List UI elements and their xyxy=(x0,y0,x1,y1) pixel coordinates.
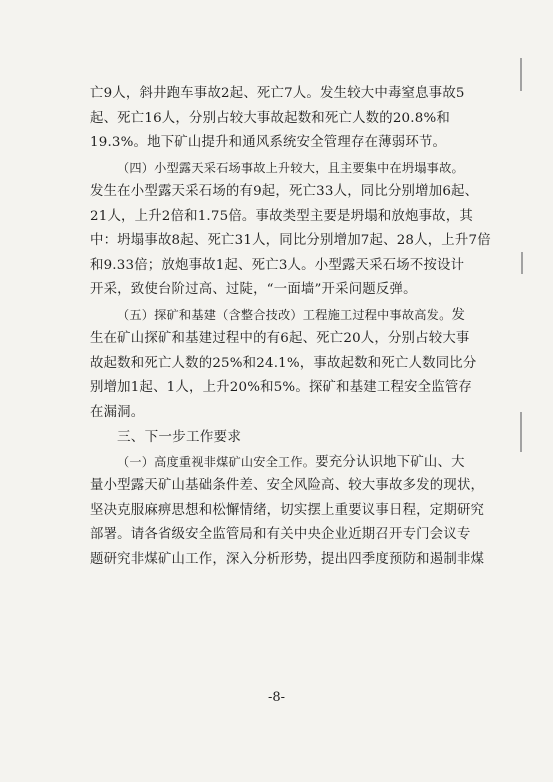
body-line: 起、死亡16人，分别占较大事故起数和死亡人数的20.8%和 xyxy=(90,110,450,126)
body-line: 在漏洞。 xyxy=(90,404,145,420)
subsection-heading-5: （五）探矿和基建（含整合技改）工程施工过程中事故高发。 xyxy=(117,307,452,322)
scan-margin-mark xyxy=(520,412,522,452)
section-heading: 三、下一步工作要求 xyxy=(117,429,242,445)
scan-margin-mark xyxy=(520,58,522,91)
body-line: 和9.33倍；放炮事故1起、死亡3人。小型露天采石场不按设计 xyxy=(90,257,465,273)
subsection-heading-1: （一）高度重视非煤矿山安全工作。 xyxy=(117,454,316,469)
body-line: 中：坍塌事故8起、死亡31人，同比分别增加7起、28人，上升7倍 xyxy=(90,233,491,248)
subsection-heading-1-line xyxy=(90,450,468,475)
subsection-heading-4: （四）小型露天采石场事故上升较大，且主要集中在坍塌事故。 xyxy=(117,160,464,175)
body-text: 要充分认识地下矿山、大 xyxy=(315,454,465,470)
body-line: 发生在小型露天采石场的有9起，死亡33人，同比分别增加6起、 xyxy=(90,184,479,199)
body-line: 题研究非煤矿山工作，深入分析形势，提出四季度预防和遏制非煤 xyxy=(90,551,485,567)
document-body xyxy=(90,82,491,572)
body-line: 部署。请各省级安全监管局和有关中央企业近期召开专门会议专 xyxy=(90,527,471,542)
body-line: 生在矿山探矿和基建过程中的有6起、死亡20人，分别占较大事 xyxy=(90,331,470,346)
body-text: 发 xyxy=(451,307,466,323)
subsection-heading-5-line xyxy=(90,303,468,328)
body-line: 开采，致使台阶过高、过陡，“一面墙”开采问题反弹。 xyxy=(90,282,417,297)
body-line: 别增加1起、1人，上升20%和5%。探矿和基建工程安全监管存 xyxy=(90,380,473,395)
scan-margin-mark xyxy=(521,252,523,274)
body-line: 坚决克服麻痹思想和松懈情绪，切实摆上重要议事日程，定期研究 xyxy=(90,502,485,518)
page-number: -8- xyxy=(267,690,286,705)
body-line: 量小型露天矿山基础条件差、安全风险高、较大事故多发的现状， xyxy=(90,478,485,493)
body-line: 亡9人，斜井跑车事故2起、死亡7人。发生较大中毒窒息事故5 xyxy=(90,86,465,101)
body-line: 21人，上升2倍和1.75倍。事故类型主要是坍塌和放炮事故，其 xyxy=(90,208,473,224)
body-line: 故起数和死亡人数的25%和24.1%，事故起数和死亡人数同比分 xyxy=(90,355,477,371)
body-line: 19.3%。地下矿山提升和通风系统安全管理存在薄弱环节。 xyxy=(90,135,447,150)
